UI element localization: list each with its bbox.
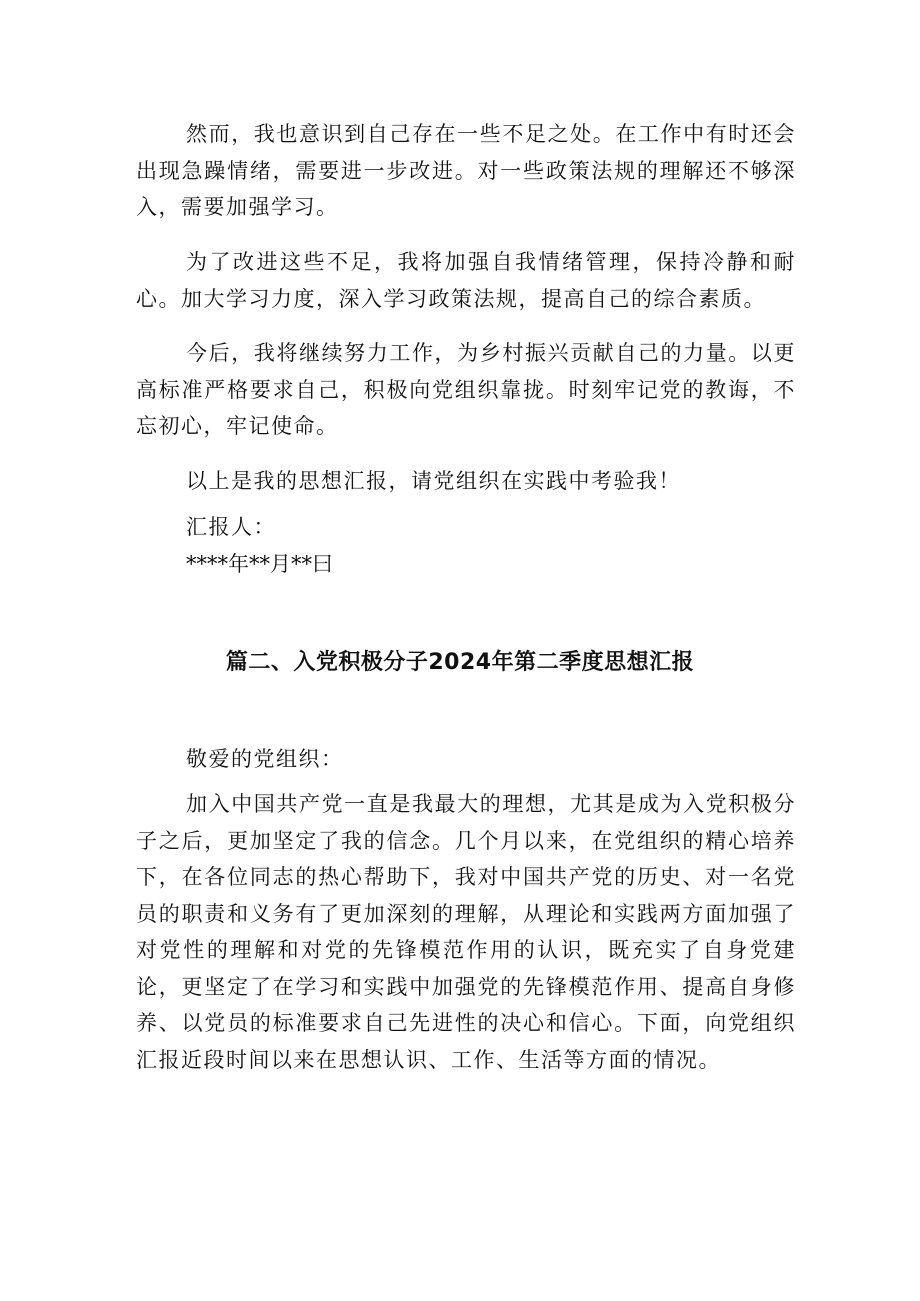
- reporter-line: 汇报人：: [186, 515, 276, 539]
- paragraph-shortcomings: 然而，我也意识到自己存在一些不足之处。在工作中有时还会出现急躁情绪，需要进一步改进。对一些政策法规的理解还不够深入，需要加强学习。: [136, 122, 796, 219]
- paragraph-future-plans: 今后，我将继续努力工作，为乡村振兴贡献自己的力量。以更高标准严格要求自己，积极向党组织靠拢。时刻牢记党的教诲，不忘初心，牢记使命。: [136, 341, 796, 438]
- date-line: ****年**月**曰: [186, 552, 333, 576]
- paragraph-improvements: 为了改进这些不足，我将加强自我情绪管理，保持冷静和耐心。加大学习力度，深入学习政策法规，提高自己的综合素质。: [136, 250, 796, 311]
- salutation: 敬爱的党组织：: [186, 747, 344, 771]
- paragraph-closing: 以上是我的思想汇报，请党组织在实践中考验我！: [186, 469, 681, 493]
- paragraph-introduction: 加入中国共产党一直是我最大的理想，尤其是成为入党积极分子之后，更加坚定了我的信念。几个月以来，在党组织的精心培养下，在各位同志的热心帮助下，我对中国共产党的历史、对一名党员的职责和义务有了更加深刻的理解，从理论和实践两方面加强了对党性的理解和对党的先锋模范作用的认识，既充实了自身党建论，更坚定了在学习和实践中加强党的先锋模范作用、提高自身修养、以党员的标准要求自己先进性的决心和信心。下面，向党组织汇报近段时间以来在思想认识、工作、生活等方面的情况。: [136, 792, 796, 1072]
- section-title: 篇二、入党积极分子2024年第二季度思想汇报: [225, 650, 695, 675]
